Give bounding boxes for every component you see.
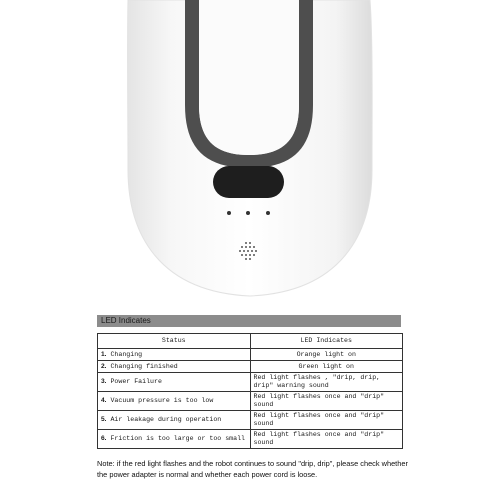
- column-header-led: LED Indicates: [250, 334, 403, 349]
- table-row: [98, 392, 403, 411]
- status-cell: [98, 411, 251, 430]
- indicator-dot: [227, 211, 231, 215]
- status-text: Power Failure: [110, 378, 162, 385]
- status-cell: [98, 430, 251, 449]
- status-text: Friction is too large or too small: [110, 435, 246, 442]
- led-cell: Red light flashes once and "drip" sound: [250, 430, 403, 449]
- table-row: [98, 411, 403, 430]
- section-title: LED Indicates: [101, 316, 151, 325]
- status-cell: [98, 392, 251, 411]
- led-cell: Red light flashes , "drip, drip, drip" warning sound: [250, 373, 403, 392]
- row-number: 6.: [101, 435, 107, 442]
- indicator-dot: [266, 211, 270, 215]
- status-text: Changing: [110, 350, 143, 358]
- row-number: 3.: [101, 378, 107, 385]
- status-cell: [98, 361, 251, 373]
- row-number: 2.: [101, 362, 107, 370]
- table-row: [98, 349, 403, 361]
- troubleshooting-note: Note: if the red light flashes and the robot continues to sound "drip, drip", please check whether the power adapter is normal and whether each power cord is loose.: [97, 459, 408, 479]
- status-cell: [98, 373, 251, 392]
- row-number: 5.: [101, 416, 107, 423]
- table-header-row: [98, 334, 403, 349]
- power-button: [213, 166, 284, 198]
- led-cell: Green light on: [250, 361, 403, 373]
- row-number: 4.: [101, 397, 107, 404]
- status-text: Air leakage during operation: [110, 416, 222, 423]
- status-text: Vacuum pressure is too low: [110, 397, 214, 404]
- table-row: [98, 430, 403, 449]
- led-cell: Red light flashes once and "drip" sound: [250, 411, 403, 430]
- led-cell: Red light flashes once and "drip" sound: [250, 392, 403, 411]
- led-indicator-table: [97, 333, 403, 449]
- indicator-dot: [246, 211, 250, 215]
- column-header-status: Status: [98, 334, 251, 349]
- row-number: 1.: [101, 350, 107, 358]
- status-text: Changing finished: [110, 362, 178, 370]
- table-row: [98, 361, 403, 373]
- table-row: [98, 373, 403, 392]
- led-cell: Orange light on: [250, 349, 403, 361]
- status-cell: [98, 349, 251, 361]
- section-header-bar: [97, 315, 401, 327]
